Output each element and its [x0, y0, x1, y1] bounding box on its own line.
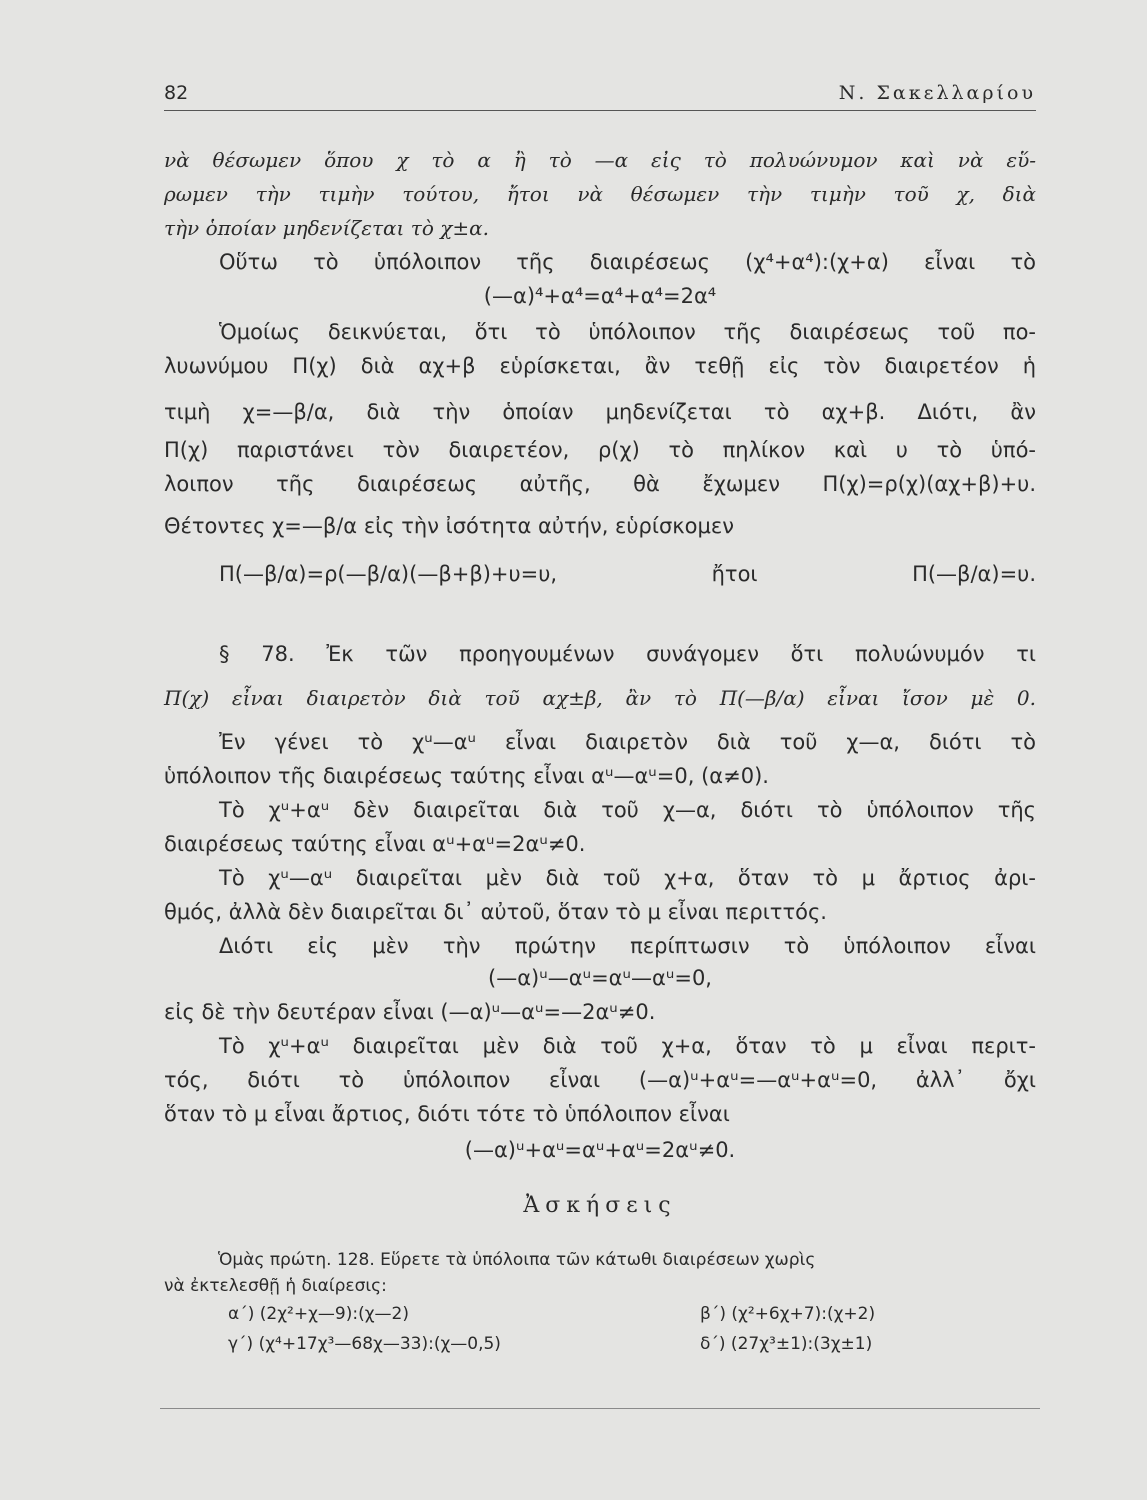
section-78-line: § 78. Ἐκ τῶν προηγουμένων συνάγομεν ὅτι πολυώνυμόν τι — [219, 642, 1036, 666]
equation-line: (—α)ᵘ+αᵘ=αᵘ+αᵘ=2αᵘ≠0. — [464, 1138, 736, 1162]
text-line: θμός, ἀλλὰ δὲν διαιρεῖται δι᾽ αὐτοῦ, ὅταν τὸ μ εἶναι περιττός. — [164, 900, 827, 924]
text-line: Ἐν γένει τὸ χᵘ—αᵘ εἶναι διαιρετὸν διὰ τοῦ χ—α, διότι τὸ — [219, 730, 1036, 754]
text-line: Τὸ χᵘ—αᵘ διαιρεῖται μὲν διὰ τοῦ χ+α, ὅταν τὸ μ ἄρτιος ἀρι- — [219, 866, 1036, 890]
text-line: Τὸ χᵘ+αᵘ διαιρεῖται μὲν διὰ τοῦ χ+α, ὅταν τὸ μ εἶναι περιτ- — [219, 1034, 1036, 1058]
running-head: Ν. Σακελλαρίου — [838, 82, 1036, 104]
text-line: εἰς δὲ τὴν δευτέραν εἶναι (—α)ᵘ—αᵘ=—2αᵘ≠0. — [164, 1000, 656, 1024]
exercises-intro-continued: νὰ ἐκτελεσθῇ ἡ διαίρεσις: — [164, 1276, 387, 1296]
equation-line: (—α)⁴+α⁴=α⁴+α⁴=2α⁴ — [483, 284, 717, 308]
text-line: λοιπον τῆς διαιρέσεως αὐτῆς, θὰ ἔχωμεν Π(χ)=ρ(χ)(αχ+β)+υ. — [164, 472, 1036, 496]
text-line: Θέτοντες χ=—β/α εἰς τὴν ἰσότητα αὐτήν, εὑρίσκομεν — [164, 514, 734, 538]
theorem-line: Π(χ) εἶναι διαιρετὸν διὰ τοῦ αχ±β, ἂν τὸ Π(—β/α) εἶναι ἴσον μὲ 0. — [164, 686, 1036, 710]
exercises-heading: Ἀσκήσεις — [523, 1193, 677, 1218]
text-line: λυωνύμου Π(χ) διὰ αχ+β εὑρίσκεται, ἂν τεθῇ εἰς τὸν διαιρετέον ἡ — [164, 354, 1036, 378]
exercise-item-a: α΄) (2χ²+χ—9):(χ—2) — [228, 1304, 409, 1324]
text-line: τιμὴ χ=—β/α, διὰ τὴν ὁποίαν μηδενίζεται τὸ αχ+β. Διότι, ἂν — [164, 400, 1036, 424]
exercises-intro: Ὁμὰς πρώτη. 128. Εὕρετε τὰ ὑπόλοιπα τῶν κάτωθι διαιρέσεων χωρὶς — [218, 1250, 816, 1270]
text-line: διαιρέσεως ταύτης εἶναι αᵘ+αᵘ=2αᵘ≠0. — [164, 832, 586, 856]
exercise-item-c: γ΄) (χ⁴+17χ³—68χ—33):(χ—0,5) — [228, 1334, 501, 1354]
text-line: Τὸ χᵘ+αᵘ δὲν διαιρεῖται διὰ τοῦ χ—α, διότι τὸ ὑπόλοιπον τῆς — [219, 798, 1036, 822]
text-line: ὑπόλοιπον τῆς διαιρέσεως ταύτης εἶναι αᵘ—αᵘ=0, (α≠0). — [164, 764, 769, 788]
text-line: νὰ θέσωμεν ὅπου χ τὸ α ἢ τὸ —α εἰς τὸ πολυώνυμον καὶ νὰ εὕ- — [164, 148, 1036, 172]
header-rule — [164, 110, 1036, 111]
text-line: Ὁμοίως δεικνύεται, ὅτι τὸ ὑπόλοιπον τῆς διαιρέσεως τοῦ πο- — [219, 320, 1036, 344]
bottom-rule — [160, 1408, 1040, 1409]
exercise-item-b: β΄) (χ²+6χ+7):(χ+2) — [700, 1304, 876, 1324]
page-header — [164, 82, 1036, 114]
text-line: Π(χ) παριστάνει τὸν διαιρετέον, ρ(χ) τὸ πηλίκον καὶ υ τὸ ὑπό- — [164, 438, 1036, 462]
text-line: τὴν ὁποίαν μηδενίζεται τὸ χ±α. — [164, 216, 489, 240]
text-line: τός, διότι τὸ ὑπόλοιπον εἶναι (—α)ᵘ+αᵘ=—αᵘ+αᵘ=0, ἀλλ᾽ ὄχι — [164, 1068, 1036, 1092]
text-line: Διότι εἰς μὲν τὴν πρώτην περίπτωσιν τὸ ὑπόλοιπον εἶναι — [219, 934, 1036, 958]
text-line: ὅταν τὸ μ εἶναι ἄρτιος, διότι τότε τὸ ὑπόλοιπον εἶναι — [164, 1102, 730, 1126]
page-number: 82 — [164, 82, 189, 104]
exercise-item-d: δ΄) (27χ³±1):(3χ±1) — [700, 1334, 873, 1354]
equation-line: Π(—β/α)=ρ(—β/α)(—β+β)+υ=υ, ἤτοι Π(—β/α)=υ. — [219, 562, 1036, 586]
text-line: ρωμεν τὴν τιμὴν τούτου, ἤτοι νὰ θέσωμεν τὴν τιμὴν τοῦ χ, διὰ — [164, 182, 1036, 206]
equation-line: (—α)ᵘ—αᵘ=αᵘ—αᵘ=0, — [488, 966, 712, 990]
text-line: Οὕτω τὸ ὑπόλοιπον τῆς διαιρέσεως (χ⁴+α⁴):(χ+α) εἶναι τὸ — [219, 250, 1036, 274]
